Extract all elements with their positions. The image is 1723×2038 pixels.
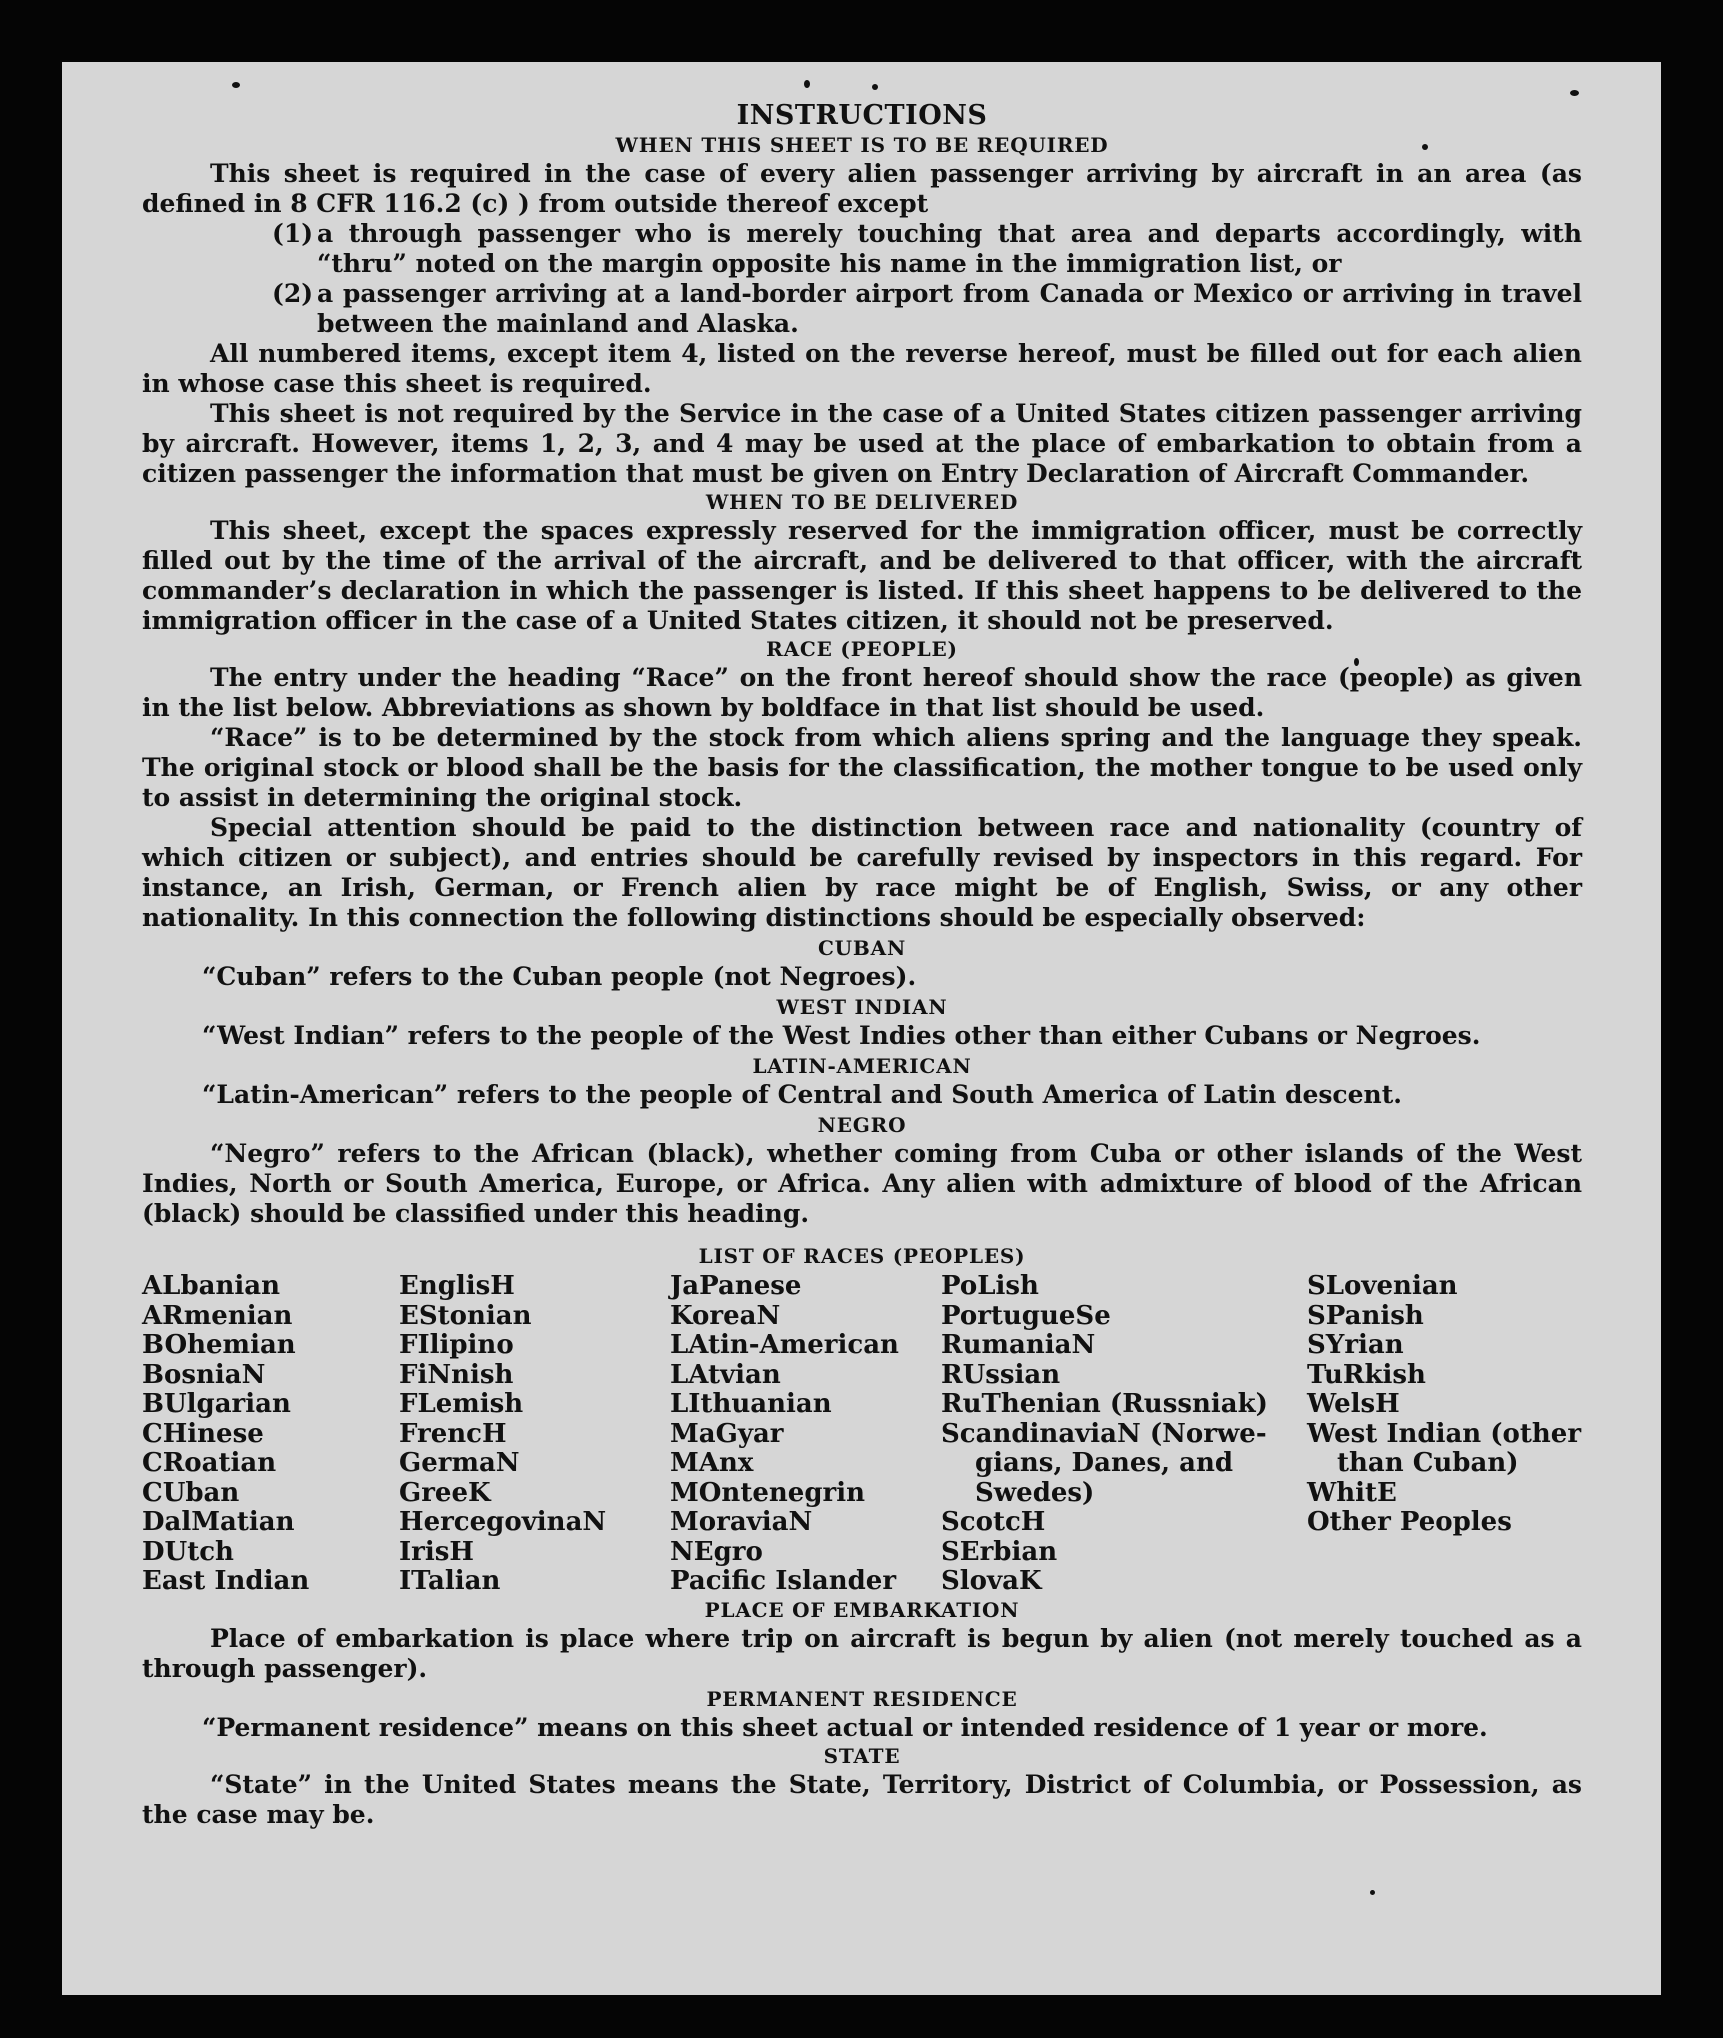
paragraph-west-indian: “West Indian” refers to the people of the West Indies other than either Cubans or Negroes. (202, 1021, 1481, 1050)
race-item: MoraviaN (670, 1507, 813, 1537)
list-item-text: a passenger arriving at a land-border airport from Canada or Mexico or arriving in travel between the mainland and Alaska. (317, 279, 1582, 338)
race-item: GermaN (399, 1448, 520, 1478)
paragraph-latin-american: “Latin-American” refers to the people of Central and South America of Latin descent. (202, 1080, 1402, 1109)
paragraph-embarkation: Place of embarkation is place where trip on aircraft is begun by alien (not merely touched as a through passenger). (142, 1623, 1582, 1683)
race-item: CHinese (142, 1418, 264, 1449)
document-page (62, 62, 1661, 1995)
race-item: IrisH (399, 1536, 474, 1567)
paragraph-race-entry: The entry under the heading “Race” on the front hereof should show the race (people) as given in the list below. Abbreviations as shown by boldface in that list should be used. (142, 663, 1582, 722)
race-item: SErbian (941, 1536, 1058, 1567)
paragraph-numbered-items: All numbered items, except item 4, listed on the reverse hereof, must be filled out for each alien in whose case this sheet is required. (142, 339, 1582, 398)
race-item: LAtvian (670, 1359, 781, 1390)
race-item: FiNnish (399, 1359, 514, 1390)
race-item: PoLish (941, 1271, 1039, 1301)
race-item: East Indian (142, 1566, 310, 1596)
race-item: FrencH (399, 1418, 507, 1449)
section-heading-embarkation: PLACE OF EMBARKATION (704, 1597, 1020, 1622)
race-item: EStonian (399, 1300, 532, 1331)
race-item: MaGyar (670, 1418, 784, 1449)
scan-speck (1570, 90, 1579, 96)
section-heading-negro: NEGRO (817, 1113, 907, 1137)
race-item: NEgro (670, 1536, 763, 1567)
instructions-body (142, 100, 1582, 1830)
paragraph-race-nationality: Special attention should be paid to the distinction between race and nationality (country of which citizen or subject), and entries should be carefully revised by inspectors in this regard. For instance, an Irish, German, or French alien by race might be of English, Swiss, or any other nationality. In this connection the following distinctions should be especially observed: (142, 813, 1582, 932)
paragraph-residence: “Permanent residence” means on this sheet actual or intended residence of 1 year or more. (202, 1712, 1488, 1742)
race-item: DalMatian (142, 1507, 295, 1537)
race-item: BOhemian (142, 1330, 296, 1360)
race-item: CUban (142, 1477, 240, 1508)
races-column-1 (142, 1272, 399, 1597)
race-item: FLemish (399, 1389, 524, 1419)
race-item: Pacific Islander (670, 1566, 897, 1596)
races-column-4 (941, 1272, 1307, 1597)
race-item: ALbanian (142, 1271, 281, 1301)
race-item: TuRkish (1307, 1359, 1426, 1390)
race-item: MOntenegrin (670, 1477, 865, 1508)
scan-speck (804, 80, 810, 88)
list-item-exception-2 (142, 279, 1582, 339)
race-item: West Indian (other (1307, 1418, 1582, 1449)
race-item: ScotcH (941, 1507, 1046, 1537)
race-item: GreeK (399, 1477, 491, 1508)
section-heading-residence: PERMANENT RESIDENCE (706, 1686, 1018, 1711)
section-heading-race: RACE (PEOPLE) (766, 637, 958, 661)
section-heading-west-indian: WEST INDIAN (776, 995, 948, 1019)
paragraph-negro: “Negro” refers to the African (black), whether coming from Cuba or other islands of the West Indies, North or South America, Europe, or Africa. Any alien with admixture of blood of the African (black) should be classified under this heading. (142, 1139, 1582, 1228)
race-item-continued: than Cuban) (1337, 1448, 1519, 1478)
race-item: PortugueSe (941, 1300, 1111, 1331)
list-number: (2) (272, 279, 314, 308)
paragraph-cuban: “Cuban” refers to the Cuban people (not Negroes). (202, 962, 917, 991)
race-item: LIthuanian (670, 1389, 832, 1419)
section-heading-required: WHEN THIS SHEET IS TO BE REQUIRED (615, 133, 1109, 157)
race-item: ScandinaviaN (Norwe- (941, 1418, 1267, 1449)
race-item: SPanish (1307, 1300, 1424, 1331)
paragraph-state: “State” in the United States means the State, Territory, District of Columbia, or Possession, as the case may be. (142, 1769, 1582, 1829)
race-item: FIlipino (399, 1330, 514, 1360)
race-item: DUtch (142, 1536, 234, 1567)
race-item: LAtin-American (670, 1330, 899, 1360)
race-item: BUlgarian (142, 1389, 291, 1419)
scan-speck (872, 84, 878, 90)
race-item: SLovenian (1307, 1271, 1458, 1301)
section-heading-delivered: WHEN TO BE DELIVERED (705, 490, 1019, 514)
race-item-continued: Swedes) (975, 1477, 1095, 1508)
race-item: BosniaN (142, 1359, 266, 1390)
section-heading-cuban: CUBAN (817, 936, 907, 960)
section-heading-latin-american: LATIN-AMERICAN (752, 1054, 972, 1078)
paragraph-citizen-exception: This sheet is not required by the Service in the case of a United States citizen passenger arriving by aircraft. However, items 1, 2, 3, and 4 may be used at the place of embarkation to obtain from a citizen passenger the information that must be given on Entry Declaration of Aircraft Commander. (142, 399, 1582, 488)
race-item: HercegovinaN (399, 1507, 607, 1537)
paragraph-race-definition: “Race” is to be determined by the stock from which aliens spring and the language they speak. The original stock or blood shall be the basis for the classification, the mother tongue to be used only to assist in determining the original stock. (142, 723, 1582, 812)
paragraph-delivery: This sheet, except the spaces expressly reserved for the immigration officer, must be correctly filled out by the time of the arrival of the aircraft, and be delivered to that officer, with the aircraft commander’s declaration in which the passenger is listed. If this sheet happens to be delivered to the immigration officer in the case of a United States citizen, it should not be preserved. (142, 516, 1582, 635)
race-item: RUssian (941, 1359, 1061, 1390)
races-column-2 (399, 1272, 670, 1597)
race-item-continued: gians, Danes, and (975, 1448, 1234, 1478)
races-list (142, 1272, 1582, 1597)
scan-speck (1370, 1890, 1375, 1895)
race-item: WhitE (1307, 1477, 1397, 1508)
race-item: JaPanese (670, 1271, 802, 1301)
race-item: EnglisH (399, 1271, 515, 1301)
paragraph-required-intro: This sheet is required in the case of every alien passenger arriving by aircraft in an area (as defined in 8 CFR 116.2 (c) ) from outside thereof except (142, 159, 1582, 218)
section-heading-state: STATE (823, 1743, 901, 1768)
race-item: Other Peoples (1307, 1507, 1512, 1537)
scan-speck (232, 82, 240, 88)
race-item: KoreaN (670, 1300, 781, 1331)
race-item: CRoatian (142, 1448, 277, 1478)
race-item: RumaniaN (941, 1330, 1096, 1360)
section-heading-races-list: LIST OF RACES (PEOPLES) (698, 1244, 1026, 1268)
races-column-5 (1307, 1272, 1582, 1597)
list-item-text: a through passenger who is merely touching that area and departs accordingly, with “thru” noted on the margin opposite his name in the immigration list, or (317, 219, 1582, 278)
races-column-3 (670, 1272, 941, 1597)
page-title: INSTRUCTIONS (736, 100, 988, 131)
race-item: SlovaK (941, 1566, 1042, 1596)
race-item: ITalian (399, 1566, 501, 1596)
list-item-exception-1 (142, 219, 1582, 279)
race-item: RuThenian (Russniak) (941, 1389, 1268, 1419)
race-item: SYrian (1307, 1330, 1404, 1360)
race-item: WelsH (1307, 1389, 1400, 1419)
race-item: MAnx (670, 1448, 754, 1478)
list-number: (1) (272, 219, 314, 248)
race-item: ARmenian (142, 1300, 293, 1331)
